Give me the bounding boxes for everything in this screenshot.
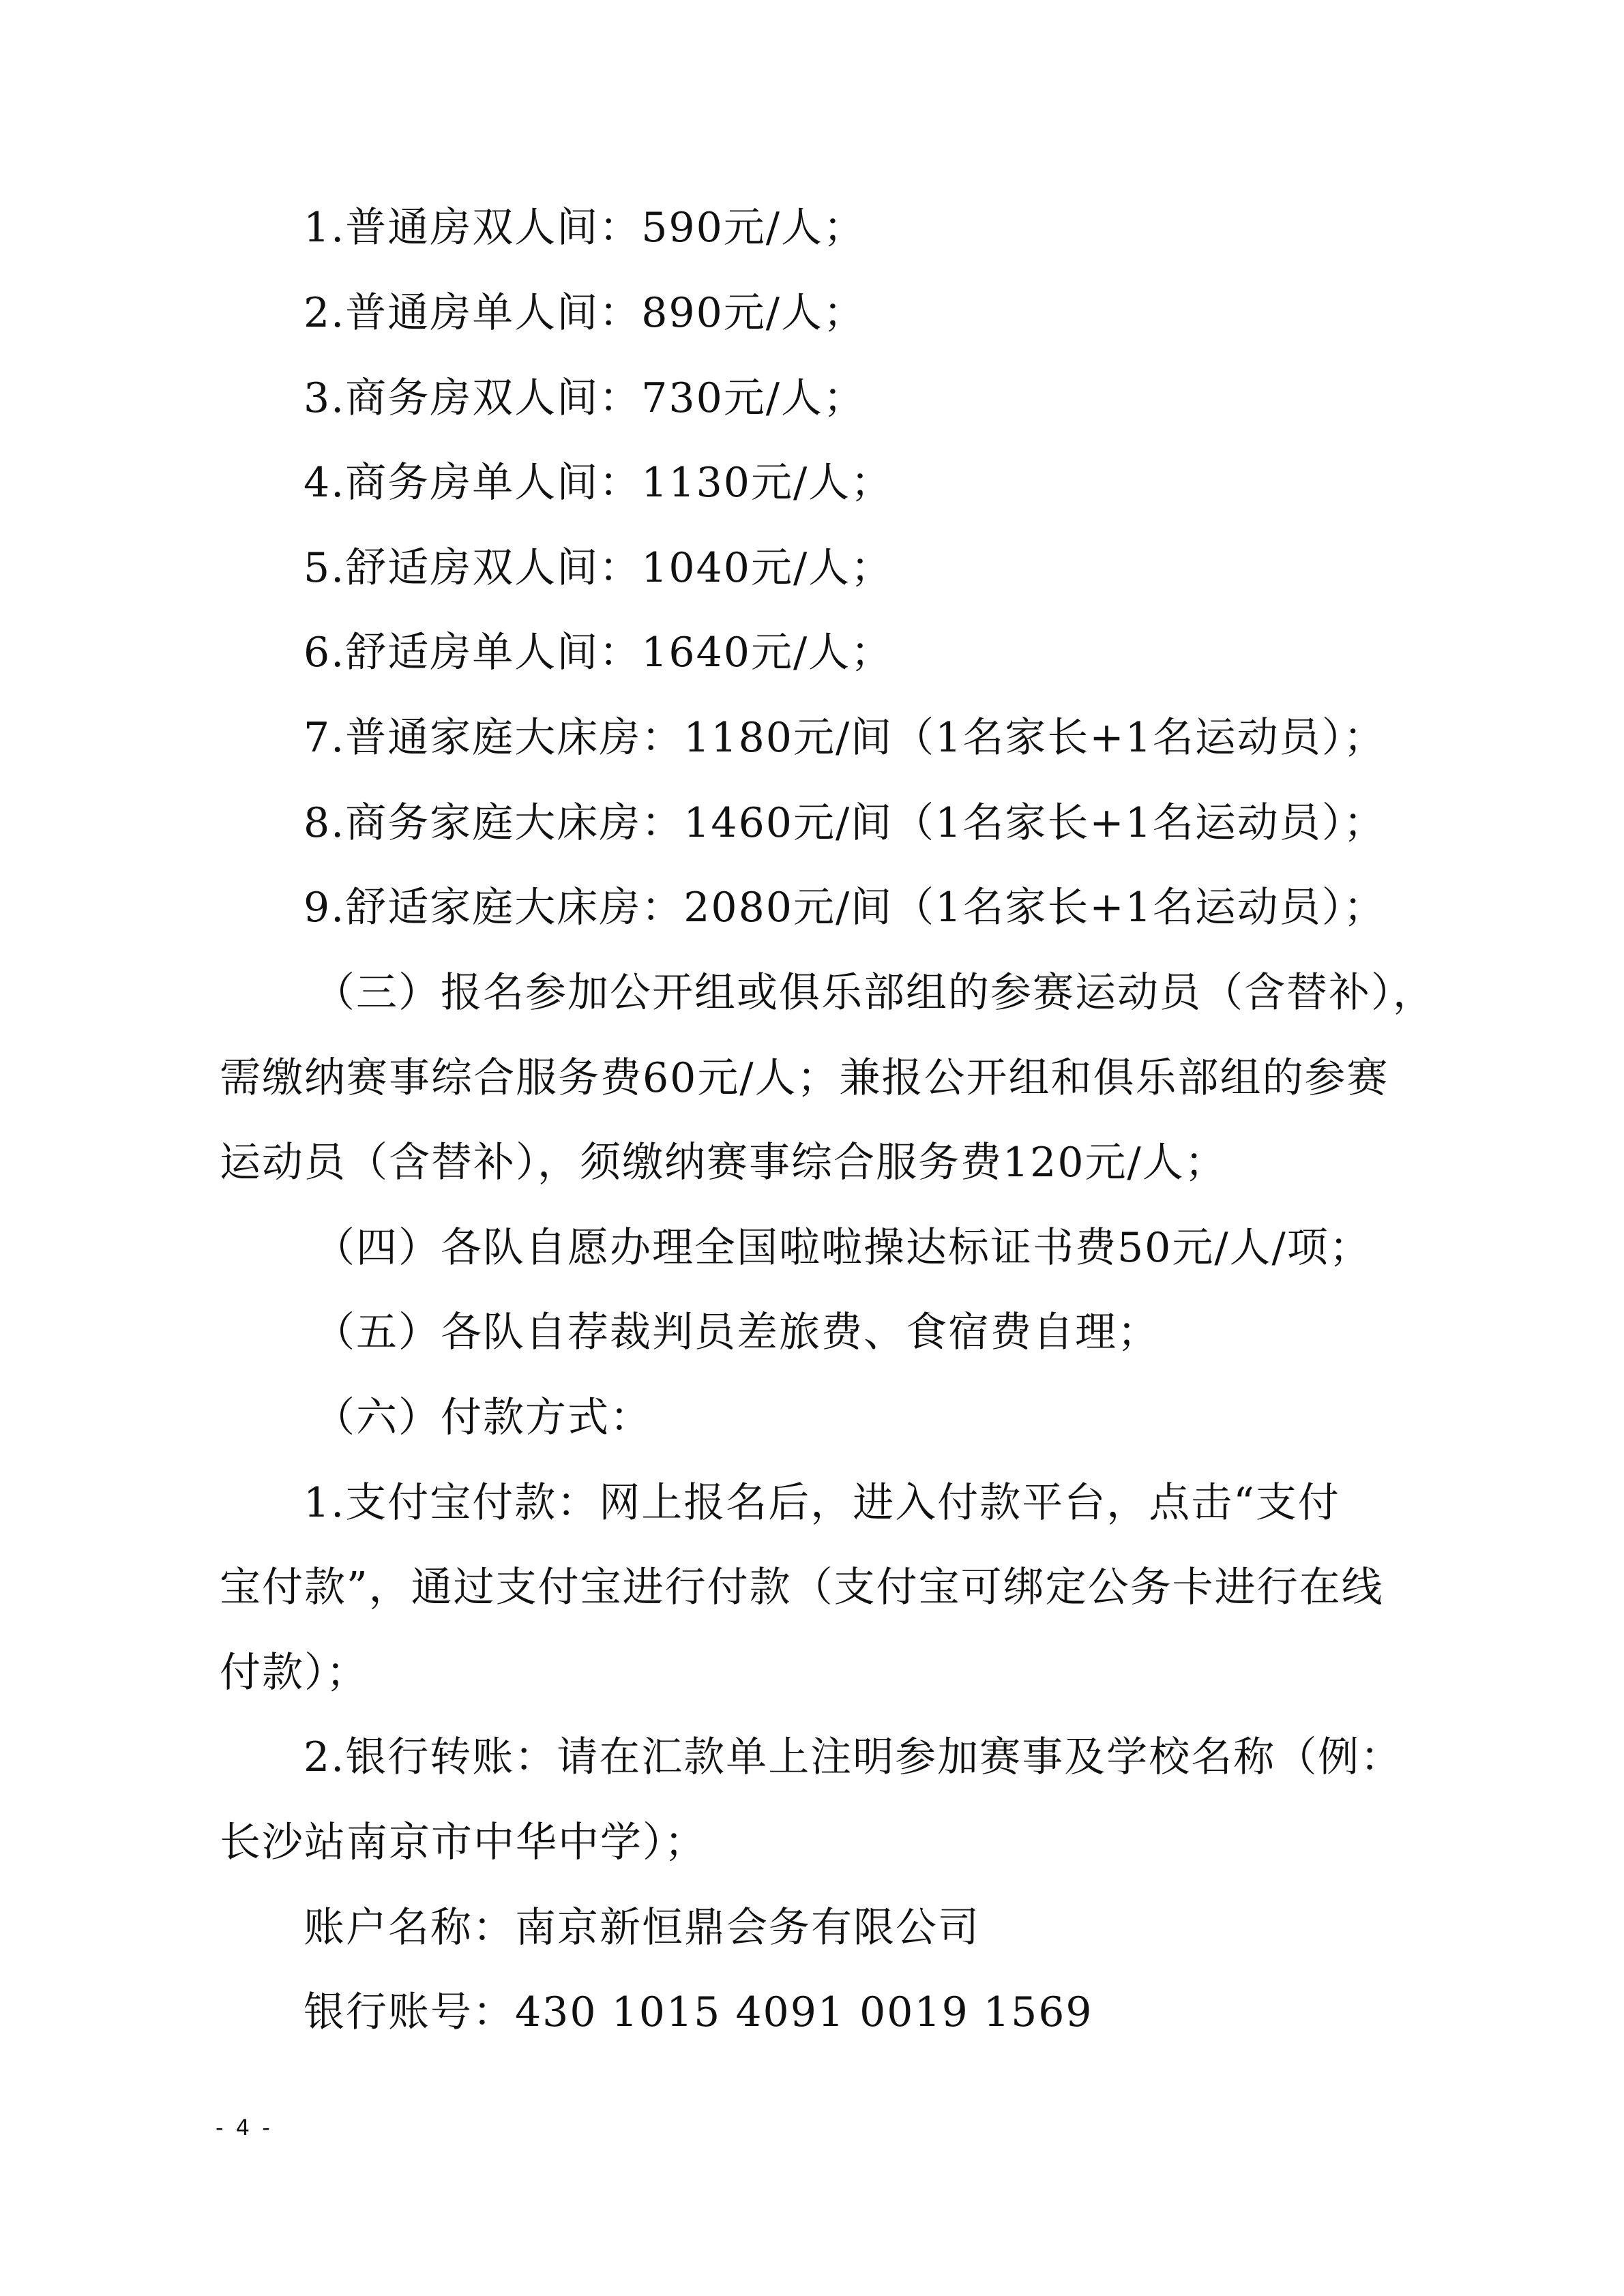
section5-text: （五）各队自荐裁判员差旅费、食宿费自理； [314,1309,1160,1356]
price-item-7: 7.普通家庭大床房：1180元/间（1名家长+1名运动员）； [304,714,1386,762]
price-item-4: 4.商务房单人间：1130元/人； [304,459,894,507]
price-item-5: 5.舒适房双人间：1040元/人； [304,544,894,592]
account-number: 银行账号：430 1015 4091 0019 1569 [304,1988,1093,2036]
price-item-3: 3.商务房双人间：730元/人； [304,374,866,422]
price-item-1: 1.普通房双人间：590元/人； [304,204,866,252]
alipay-line-2: 宝付款”，通过支付宝进行付款（支付宝可绑定公务卡进行在线 [220,1564,1384,1611]
price-item-6: 6.舒适房单人间：1640元/人； [304,629,894,676]
bank-line-2: 长沙站南京市中华中学）； [220,1819,707,1866]
section6-heading: （六）付款方式： [314,1394,652,1442]
account-name: 账户名称：南京新恒鼎会务有限公司 [304,1904,980,1952]
page-number: - 4 - [216,2115,273,2141]
section3-line-2: 需缴纳赛事综合服务费60元/人；兼报公开组和俱乐部组的参赛 [220,1054,1389,1102]
price-item-2: 2.普通房单人间：890元/人； [304,289,866,337]
section3-line-1: （三）报名参加公开组或俱乐部组的参赛运动员（含替补）， [314,969,1435,1017]
section3-line-3: 运动员（含替补），须缴纳赛事综合服务费120元/人； [220,1139,1227,1187]
price-item-9: 9.舒适家庭大床房：2080元/间（1名家长+1名运动员）； [304,884,1386,931]
alipay-line-1: 1.支付宝付款：网上报名后，进入付款平台，点击“支付 [304,1479,1340,1527]
bank-line-1: 2.银行转账：请在汇款单上注明参加赛事及学校名称（例： [304,1733,1403,1781]
price-item-8: 8.商务家庭大床房：1460元/间（1名家长+1名运动员）； [304,799,1386,847]
section4-text: （四）各队自愿办理全国啦啦操达标证书费50元/人/项； [314,1224,1372,1272]
alipay-line-3: 付款）； [220,1649,368,1697]
